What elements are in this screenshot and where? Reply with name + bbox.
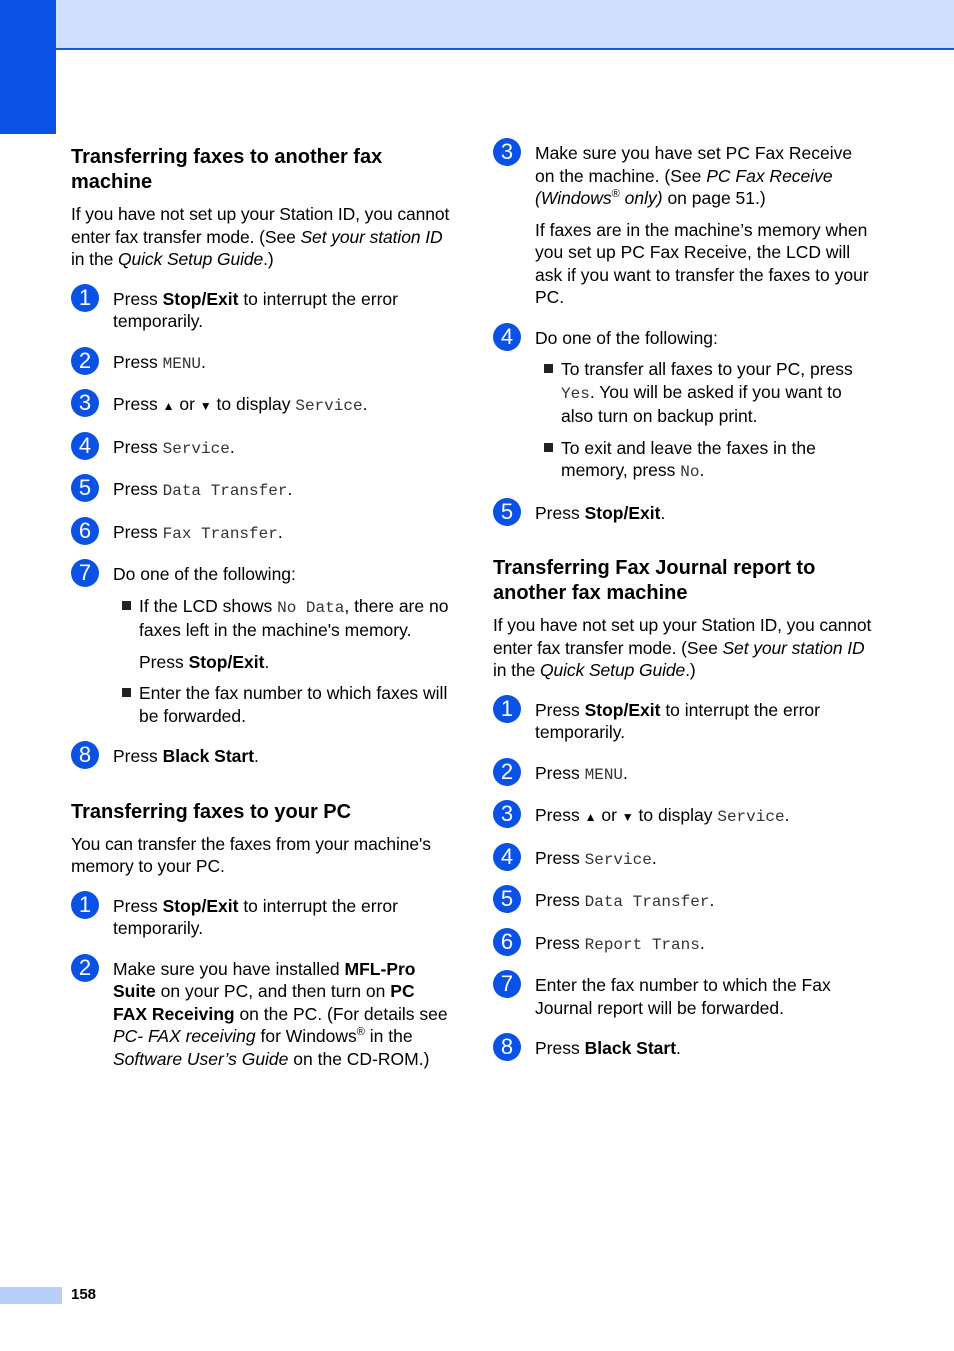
right-column <box>493 139 873 1078</box>
step-number-4: 4 <box>493 323 521 351</box>
step-number-7: 7 <box>71 559 99 587</box>
section-title-journal-transfer: Transferring Fax Journal report to another fax machine <box>493 557 816 604</box>
left-column <box>71 145 451 1088</box>
section-title-fax-to-pc: Transferring faxes to your PC <box>71 800 352 823</box>
page-number: 158 <box>71 1286 97 1303</box>
down-arrow-icon: ▼ <box>199 399 212 413</box>
step-8: 8 Press Black Start. <box>493 1037 873 1060</box>
section-intro: You can transfer the faxes from your machine's memory to your PC. <box>71 833 431 876</box>
step-number-6: 6 <box>493 928 521 956</box>
step-2: 2 Make sure you have installed MFL-Pro Suite on your PC, and then turn on PC FAX Receiving on the PC. (For details see PC- FAX receiving for Windows® in the Software User’s Guide on the CD-ROM.) <box>71 958 451 1071</box>
step-5: 5 Press Data Transfer. <box>493 889 873 914</box>
step-number-7: 7 <box>493 970 521 998</box>
step-number-8: 8 <box>493 1033 521 1061</box>
footer-band <box>0 1287 62 1304</box>
bullet-item: To transfer all faxes to your PC, press Yes. You will be asked if you want to also turn on backup print. <box>535 358 873 428</box>
bullet-list <box>113 682 451 727</box>
step-5: 5 Press Stop/Exit. <box>493 502 873 525</box>
step-1: 1 Press Stop/Exit to interrupt the error temporarily. <box>71 288 451 333</box>
step-number-5: 5 <box>493 885 521 913</box>
step-number-1: 1 <box>71 891 99 919</box>
step-number-5: 5 <box>493 498 521 526</box>
step-1: 1 Press Stop/Exit to interrupt the error temporarily. <box>493 699 873 744</box>
step-6: 6 Press Fax Transfer. <box>71 521 451 546</box>
step-number-6: 6 <box>71 517 99 545</box>
step-2: 2 Press MENU. <box>493 762 873 787</box>
down-arrow-icon: ▼ <box>621 810 634 824</box>
step-number-4: 4 <box>71 432 99 460</box>
step-4: 4 Press Service. <box>71 436 451 461</box>
step-6: 6 Press Report Trans. <box>493 932 873 957</box>
step-7: 7 Enter the fax number to which the Fax Journal report will be forwarded. <box>493 974 873 1019</box>
step-number-1: 1 <box>493 695 521 723</box>
step-8: 8 Press Black Start. <box>71 745 451 768</box>
chapter-tab <box>0 0 56 134</box>
step-1: 1 Press Stop/Exit to interrupt the error temporarily. <box>71 895 451 940</box>
section-intro: If you have not set up your Station ID, you cannot enter fax transfer mode. (See Set your station ID in the Quick Setup Guide.) <box>493 615 872 680</box>
step-number-5: 5 <box>71 474 99 502</box>
step-4: 4 Press Service. <box>493 847 873 872</box>
up-arrow-icon: ▲ <box>162 399 175 413</box>
sub-instruction: Press Stop/Exit. <box>139 651 270 672</box>
section-title-fax-to-fax: Transferring faxes to another fax machine <box>71 146 383 193</box>
step-number-3: 3 <box>71 389 99 417</box>
step-3: 3 Press ▲ or ▼ to display Service. <box>493 804 873 829</box>
step-5: 5 Press Data Transfer. <box>71 478 451 503</box>
bullet-item: Enter the fax number to which faxes will be forwarded. <box>113 682 451 727</box>
step-number-4: 4 <box>493 843 521 871</box>
step-number-1: 1 <box>71 284 99 312</box>
bullet-list <box>535 358 873 484</box>
step-number-3: 3 <box>493 138 521 166</box>
step-4: 4 Do one of the following: To transfer all faxes to your PC, press Yes. You will be asked if you want to also turn on backup print. To exit and leave the faxes in the memory, press No. <box>493 327 873 484</box>
step-number-3: 3 <box>493 800 521 828</box>
bullet-item: To exit and leave the faxes in the memory, press No. <box>535 437 873 484</box>
bullet-list <box>113 595 451 642</box>
step-3: 3 Make sure you have set PC Fax Receive on the machine. (See PC Fax Receive (Windows® only) on page 51.) If faxes are in the machine’s memory when you set up PC Fax Receive, the LCD will ask if you want to transfer the faxes to your PC. <box>493 142 873 309</box>
step-number-2: 2 <box>493 758 521 786</box>
header-band <box>56 0 954 50</box>
step-number-8: 8 <box>71 741 99 769</box>
up-arrow-icon: ▲ <box>584 810 597 824</box>
step-number-2: 2 <box>71 347 99 375</box>
bullet-item: If the LCD shows No Data, there are no faxes left in the machine's memory. <box>113 595 451 642</box>
step-7: 7 Do one of the following: If the LCD shows No Data, there are no faxes left in the machine's memory. Press Stop/Exit. Enter the fax number to which faxes will be forwarded. <box>71 563 451 727</box>
step-2: 2 Press MENU. <box>71 351 451 376</box>
section-intro: If you have not set up your Station ID, you cannot enter fax transfer mode. (See Set your station ID in the Quick Setup Guide.) <box>71 204 450 269</box>
step-number-2: 2 <box>71 954 99 982</box>
step-3: 3 Press ▲ or ▼ to display Service. <box>71 393 451 418</box>
